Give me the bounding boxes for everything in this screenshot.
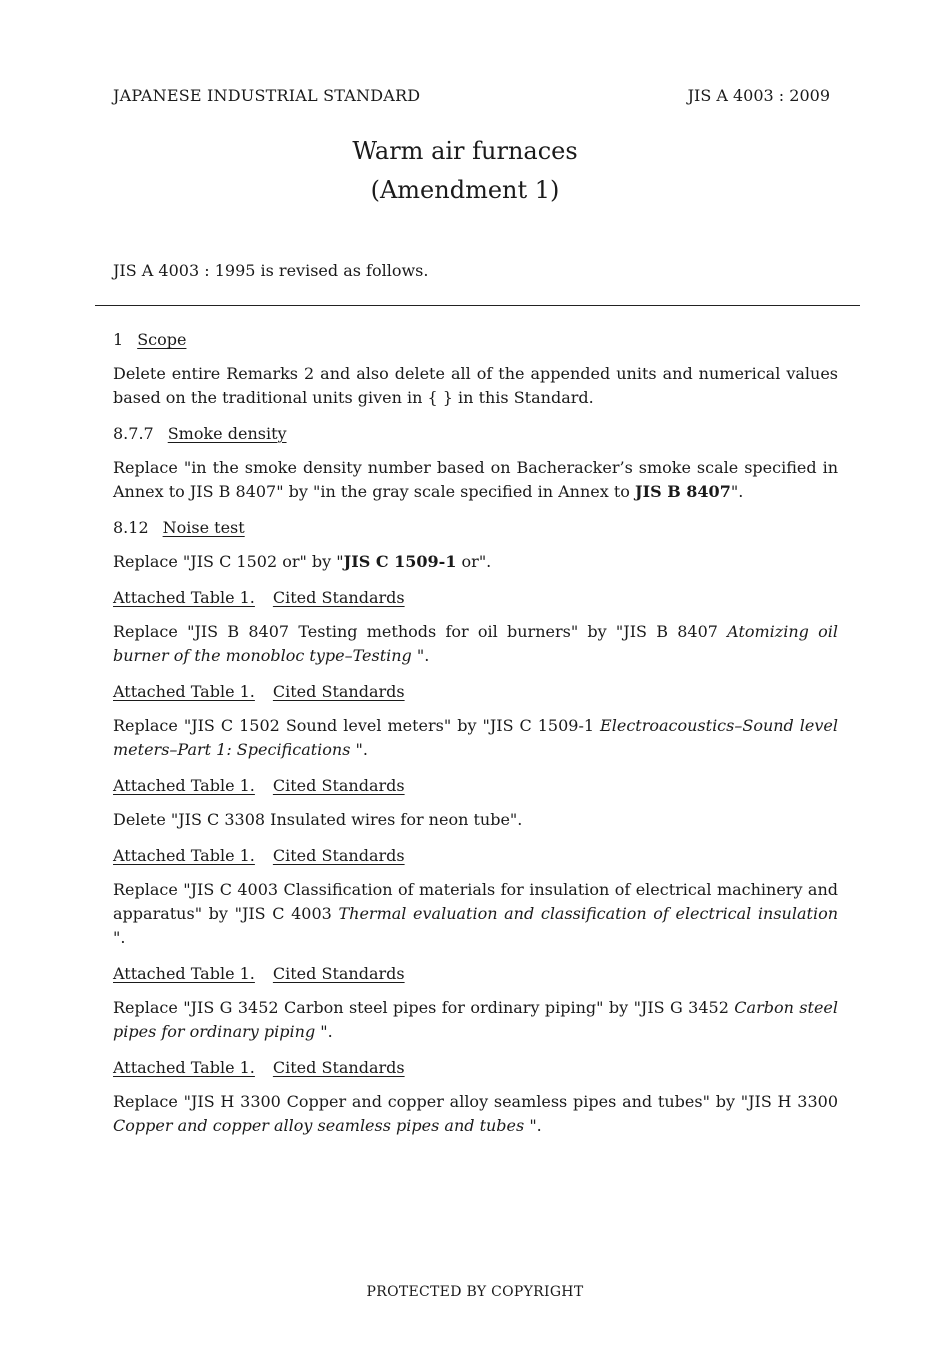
section-sublabel: Cited Standards bbox=[272, 776, 405, 795]
section-heading bbox=[113, 516, 838, 540]
amendment-item bbox=[113, 516, 838, 574]
amendment-text: Replace "JIS C 1502 Sound level meters" by "JIS C 1509-1 Electroacoustics–Sound level meters–Part 1: Specifications ". bbox=[113, 716, 838, 759]
section-label: Attached Table 1. bbox=[113, 846, 255, 865]
header-right: JIS A 4003 : 2009 bbox=[687, 86, 830, 105]
amendment-item bbox=[113, 1056, 838, 1138]
section-label: Smoke density bbox=[167, 424, 287, 443]
amendment-item bbox=[113, 962, 838, 1044]
section-sublabel: Cited Standards bbox=[272, 1058, 405, 1077]
section-label: Attached Table 1. bbox=[113, 1058, 255, 1077]
copyright-footer: PROTECTED BY COPYRIGHT bbox=[366, 1284, 584, 1300]
section-heading bbox=[113, 586, 838, 610]
section-number: 8.12 bbox=[113, 518, 149, 537]
section-sublabel: Cited Standards bbox=[272, 682, 405, 701]
amendment-text: Delete entire Remarks 2 and also delete all of the appended units and numerical values based on the traditional units given in { } in this Standard. bbox=[113, 364, 838, 407]
section-label: Noise test bbox=[162, 518, 245, 537]
amendment-item bbox=[113, 680, 838, 762]
amendment-item bbox=[113, 774, 838, 832]
divider bbox=[95, 305, 860, 306]
amendment-item bbox=[113, 422, 838, 504]
section-label: Scope bbox=[137, 330, 187, 349]
section-heading bbox=[113, 680, 838, 704]
section-sublabel: Cited Standards bbox=[272, 846, 405, 865]
section-heading bbox=[113, 962, 838, 986]
amendment-text: Replace "JIS C 4003 Classification of materials for insulation of electrical machinery and apparatus" by "JIS C 4003 Thermal evaluation and classification of electrical insulation ". bbox=[113, 880, 839, 947]
section-label: Attached Table 1. bbox=[113, 682, 255, 701]
amendment-item bbox=[113, 844, 838, 950]
title-line-1: Warm air furnaces bbox=[352, 137, 578, 165]
title-line-2: (Amendment 1) bbox=[370, 176, 560, 204]
amendment-text: Replace "JIS H 3300 Copper and copper alloy seamless pipes and tubes" by "JIS H 3300 Copper and copper alloy seamless pipes and tubes ". bbox=[113, 1092, 838, 1135]
section-heading bbox=[113, 1056, 838, 1080]
amendment-text: Replace "JIS C 1502 or" by "JIS C 1509-1 or". bbox=[113, 552, 492, 571]
amendment-item bbox=[113, 586, 838, 668]
section-label: Attached Table 1. bbox=[113, 776, 255, 795]
amendment-text: Replace "in the smoke density number based on Bacheracker’s smoke scale specified in Annex to JIS B 8407" by "in the gray scale specified in Annex to JIS B 8407". bbox=[113, 458, 838, 501]
amendment-item bbox=[113, 328, 838, 410]
amendment-list bbox=[113, 328, 838, 1150]
amendment-text: Replace "JIS B 8407 Testing methods for oil burners" by "JIS B 8407 Atomizing oil burner of the monobloc type–Testing ". bbox=[113, 622, 838, 665]
section-number: 8.7.7 bbox=[113, 424, 154, 443]
amendment-text: Replace "JIS G 3452 Carbon steel pipes for ordinary piping" by "JIS G 3452 Carbon steel pipes for ordinary piping ". bbox=[113, 998, 838, 1041]
section-number: 1 bbox=[113, 330, 124, 349]
section-heading bbox=[113, 422, 838, 446]
section-heading bbox=[113, 328, 838, 352]
header-left: JAPANESE INDUSTRIAL STANDARD bbox=[113, 86, 421, 105]
amendment-text: Delete "JIS C 3308 Insulated wires for neon tube". bbox=[113, 810, 523, 829]
section-label: Attached Table 1. bbox=[113, 964, 255, 983]
section-heading bbox=[113, 844, 838, 868]
section-sublabel: Cited Standards bbox=[272, 588, 405, 607]
section-heading bbox=[113, 774, 838, 798]
intro-text: JIS A 4003 : 1995 is revised as follows. bbox=[113, 261, 429, 280]
section-sublabel: Cited Standards bbox=[272, 964, 405, 983]
section-label: Attached Table 1. bbox=[113, 588, 255, 607]
